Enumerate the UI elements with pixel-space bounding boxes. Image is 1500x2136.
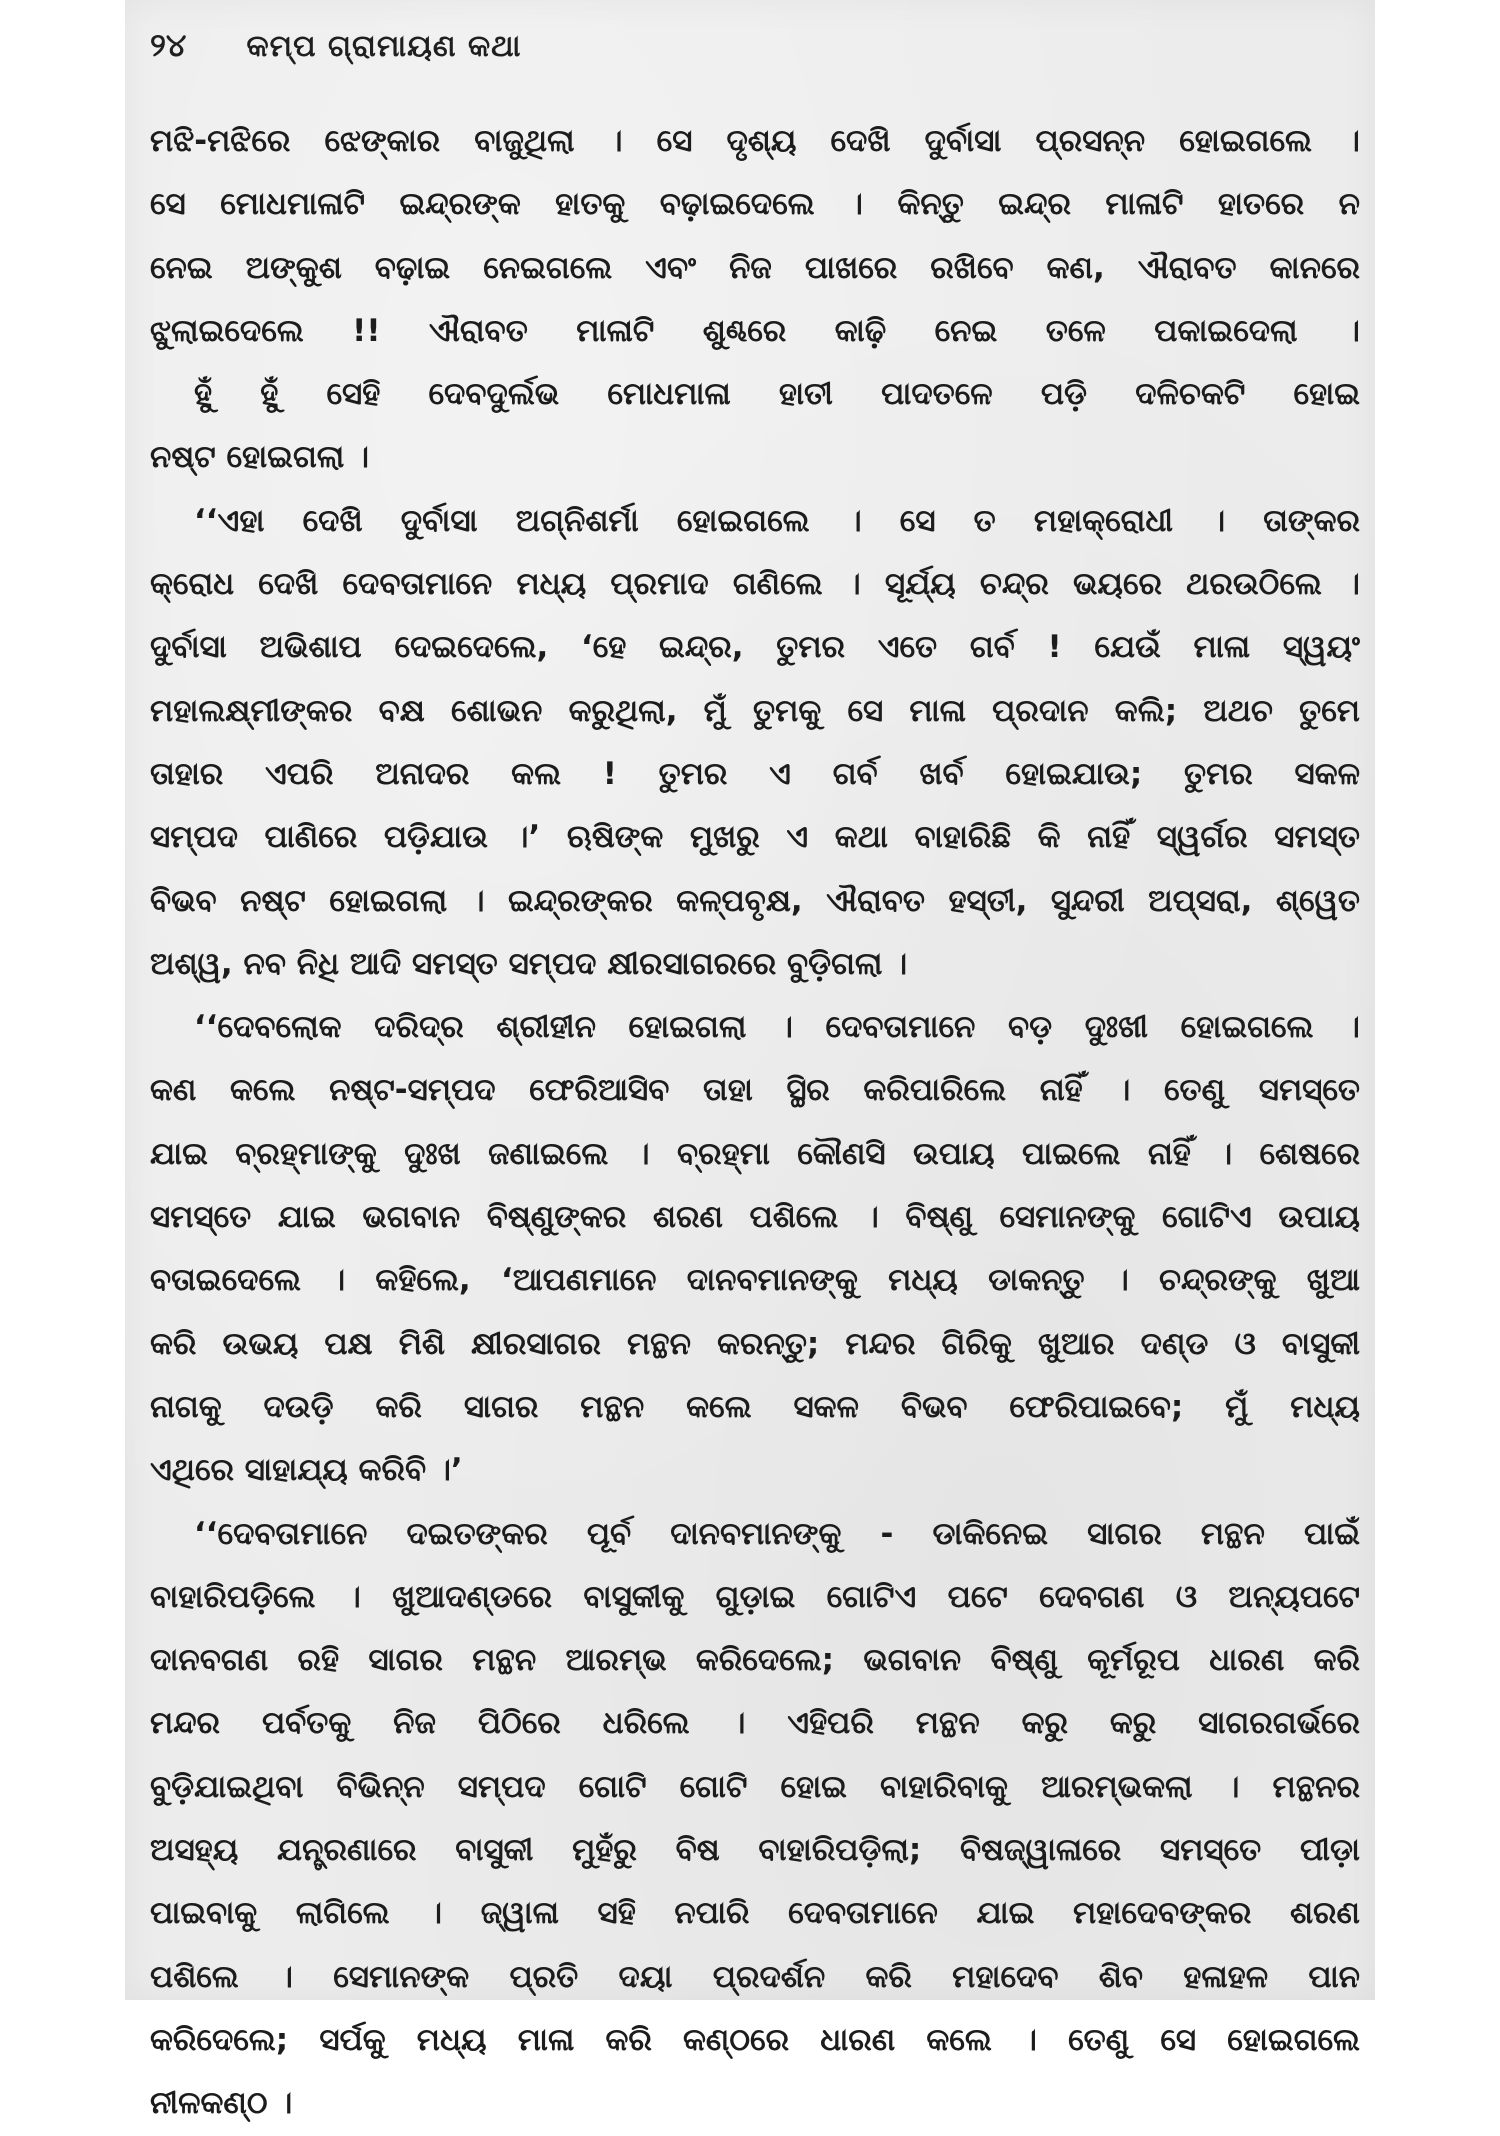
text-line: ଅଶ୍ୱ, ନବ ନିଧି ଆଦି ସମସ୍ତ ସମ୍ପଦ କ୍ଷୀରସାଗରରେ ବୁଡ଼ିଗଲା ।: [150, 945, 908, 982]
text-line: ଝୁଲାଇଦେଲେ !! ଐରାବତ ମାଳାଟି ଶୁଣ୍ଢରେ କାଢ଼ି ନେଇ ତଳେ ପକାଇଦେଲା ।: [150, 312, 1360, 349]
running-header: [150, 26, 521, 66]
text-line: ମଝି-ମଝିରେ ଝେଙ୍କାର ବାଜୁଥିଲା । ସେ ଦୃଶ୍ୟ ଦେଖି ଦୁର୍ବାସା ପ୍ରସନ୍ନ ହୋଇଗଲେ ।: [150, 123, 1360, 159]
text-line: ଦାନବଗଣ ରହି ସାଗର ମନ୍ଥନ ଆରମ୍ଭ କରିଦେଲେ; ଭଗବାନ ବିଷ୍ଣୁ କୂର୍ମରୂପ ଧାରଣ କରି: [150, 1642, 1360, 1679]
text-line: ସମ୍ପଦ ପାଣିରେ ପଡ଼ିଯାଉ ।’ ଋଷିଙ୍କ ମୁଖରୁ ଏ କଥା ବାହାରିଛି କି ନାହିଁ ସ୍ୱର୍ଗର ସମସ୍ତ: [150, 819, 1360, 856]
text-line: ପାଇବାକୁ ଲାଗିଲେ । ଜ୍ୱାଳା ସହି ନପାରି ଦେବତାମାନେ ଯାଇ ମହାଦେବଙ୍କର ଶରଣ: [150, 1895, 1360, 1932]
text-line: କଣ କଲେ ନଷ୍ଟ-ସମ୍ପଦ ଫେରିଆସିବ ତାହା ସ୍ଥିର କରିପାରିଲେ ନାହିଁ । ତେଣୁ ସମସ୍ତେ: [150, 1072, 1360, 1109]
text-line: ‘‘ଏହା ଦେଖି ଦୁର୍ବାସା ଅଗ୍ନିଶର୍ମା ହୋଇଗଲେ । ସେ ତ ମହାକ୍ରୋଧୀ । ତାଙ୍କର: [194, 502, 1360, 539]
page-number: ୨୪: [150, 26, 187, 64]
text-line: ଅସହ୍ୟ ଯନ୍ତ୍ରଣାରେ ବାସୁକୀ ମୁହଁରୁ ବିଷ ବାହାରିପଡ଼ିଲା; ବିଷଜ୍ୱାଳାରେ ସମସ୍ତେ ପୀଡ଼ା: [150, 1832, 1360, 1869]
text-line: ସେ ମୋଧମାଳାଟି ଇନ୍ଦ୍ରଙ୍କ ହାତକୁ ବଢ଼ାଇଦେଲେ । କିନ୍ତୁ ଇନ୍ଦ୍ର ମାଳାଟି ହାତରେ ନ: [150, 186, 1360, 223]
text-line: ନାଗକୁ ଦଉଡ଼ି କରି ସାଗର ମନ୍ଥନ କଲେ ସକଳ ବିଭବ ଫେରିପାଇବେ; ମୁଁ ମଧ୍ୟ: [150, 1388, 1360, 1425]
text-line: ନଷ୍ଟ ହୋଇଗଲା ।: [150, 439, 370, 476]
text-line: ‘‘ଦେବତାମାନେ ଦଇତଙ୍କର ପୂର୍ବ ଦାନବମାନଙ୍କୁ - ଡାକିନେଇ ସାଗର ମନ୍ଥନ ପାଇଁ: [194, 1515, 1360, 1552]
text-line: ବୁଡ଼ିଯାଇଥିବା ବିଭିନ୍ନ ସମ୍ପଦ ଗୋଟି ଗୋଟି ହୋଇ ବାହାରିବାକୁ ଆରମ୍ଭକଲା । ମନ୍ଥନର: [150, 1768, 1360, 1805]
text-line: ହୁଁ ହୁଁ ସେହି ଦେବଦୁର୍ଲଭ ମୋଧମାଳା ହାତୀ ପାଦତଳେ ପଡ଼ି ଦଳିଚକଟି ହୋଇ: [194, 376, 1360, 413]
text-line: ଏଥିରେ ସାହାଯ୍ୟ କରିବି ।’: [150, 1452, 463, 1489]
text-line: କ୍ରୋଧ ଦେଖି ଦେବତାମାନେ ମଧ୍ୟ ପ୍ରମାଦ ଗଣିଲେ । ସୂର୍ଯ୍ୟ ଚନ୍ଦ୍ର ଭୟରେ ଥରଉଠିଲେ ।: [150, 566, 1360, 603]
text-line: ବିଭବ ନଷ୍ଟ ହୋଇଗଲା । ଇନ୍ଦ୍ରଙ୍କର କଳ୍ପବୃକ୍ଷ, ଐରାବତ ହସ୍ତୀ, ସୁନ୍ଦରୀ ଅପ୍ସରା, ଶ୍ୱେତ: [150, 882, 1360, 919]
text-line: ପଶିଲେ । ସେମାନଙ୍କ ପ୍ରତି ଦୟା ପ୍ରଦର୍ଶନ କରି ମହାଦେବ ଶିବ ହଳାହଳ ପାନ: [150, 1958, 1360, 1995]
text-line: ନେଇ ଅଙ୍କୁଶ ବଢ଼ାଇ ନେଇଗଲେ ଏବଂ ନିଜ ପାଖରେ ରଖିବେ କଣ, ଐରାବତ କାନରେ: [150, 249, 1360, 286]
text-line: ‘‘ଦେବଲୋକ ଦରିଦ୍ର ଶ୍ରୀହୀନ ହୋଇଗଲା । ଦେବତାମାନେ ବଡ଼ ଦୁଃଖୀ ହୋଇଗଲେ ।: [194, 1009, 1360, 1046]
text-line: ତାହାର ଏପରି ଅନାଦର କଲ ! ତୁମର ଏ ଗର୍ବ ଖର୍ବ ହୋଇଯାଉ; ତୁମର ସକଳ: [150, 755, 1360, 792]
text-line: ଯାଇ ବ୍ରହ୍ମାଙ୍କୁ ଦୁଃଖ ଜଣାଇଲେ । ବ୍ରହ୍ମା କୌଣସି ଉପାୟ ପାଇଲେ ନାହିଁ । ଶେଷରେ: [150, 1135, 1360, 1172]
running-title: କମ୍ପ ଗ୍ରାମାୟଣ କଥା: [246, 29, 522, 64]
text-line: ମନ୍ଦର ପର୍ବତକୁ ନିଜ ପିଠିରେ ଧରିଲେ । ଏହିପରି ମନ୍ଥନ କରୁ କରୁ ସାଗରଗର୍ଭରେ: [150, 1705, 1360, 1742]
text-line: ବାହାରିପଡ଼ିଲେ । ଖୁଆଦଣ୍ଡରେ ବାସୁକୀକୁ ଗୁଡ଼ାଇ ଗୋଟିଏ ପଟେ ଦେବଗଣ ଓ ଅନ୍ୟପଟେ: [150, 1578, 1360, 1615]
text-line: ବତାଇଦେଲେ । କହିଲେ, ‘ଆପଣମାନେ ଦାନବମାନଙ୍କୁ ମଧ୍ୟ ଡାକନ୍ତୁ । ଚନ୍ଦ୍ରଙ୍କୁ ଖୁଆ: [150, 1262, 1360, 1299]
text-line: ସମସ୍ତେ ଯାଇ ଭଗବାନ ବିଷ୍ଣୁଙ୍କର ଶରଣ ପଶିଲେ । ବିଷ୍ଣୁ ସେମାନଙ୍କୁ ଗୋଟିଏ ଉପାୟ: [150, 1199, 1360, 1236]
text-line: ନୀଳକଣ୍ଠ ।: [150, 2085, 293, 2122]
text-line: କରି ଉଭୟ ପକ୍ଷ ମିଶି କ୍ଷୀରସାଗର ମନ୍ଥନ କରନ୍ତୁ; ମନ୍ଦର ଗିରିକୁ ଖୁଆର ଦଣ୍ଡ ଓ ବାସୁକୀ: [150, 1325, 1360, 1362]
text-line: ମହାଲକ୍ଷ୍ମୀଙ୍କର ବକ୍ଷ ଶୋଭନ କରୁଥିଲା, ମୁଁ ତୁମକୁ ସେ ମାଳା ପ୍ରଦାନ କଲି; ଅଥଚ ତୁମେ: [150, 692, 1360, 729]
text-line: ଦୁର୍ବାସା ଅଭିଶାପ ଦେଇଦେଲେ, ‘ହେ ଇନ୍ଦ୍ର, ତୁମର ଏତେ ଗର୍ବ ! ଯେଉଁ ମାଳା ସ୍ୱୟଂ: [150, 629, 1360, 666]
body-text: [150, 110, 1360, 2136]
text-line: କରିଦେଲେ; ସର୍ପକୁ ମଧ୍ୟ ମାଳା କରି କଣ୍ଠରେ ଧାରଣ କଲେ । ତେଣୁ ସେ ହୋଇଗଲେ: [150, 2021, 1360, 2058]
